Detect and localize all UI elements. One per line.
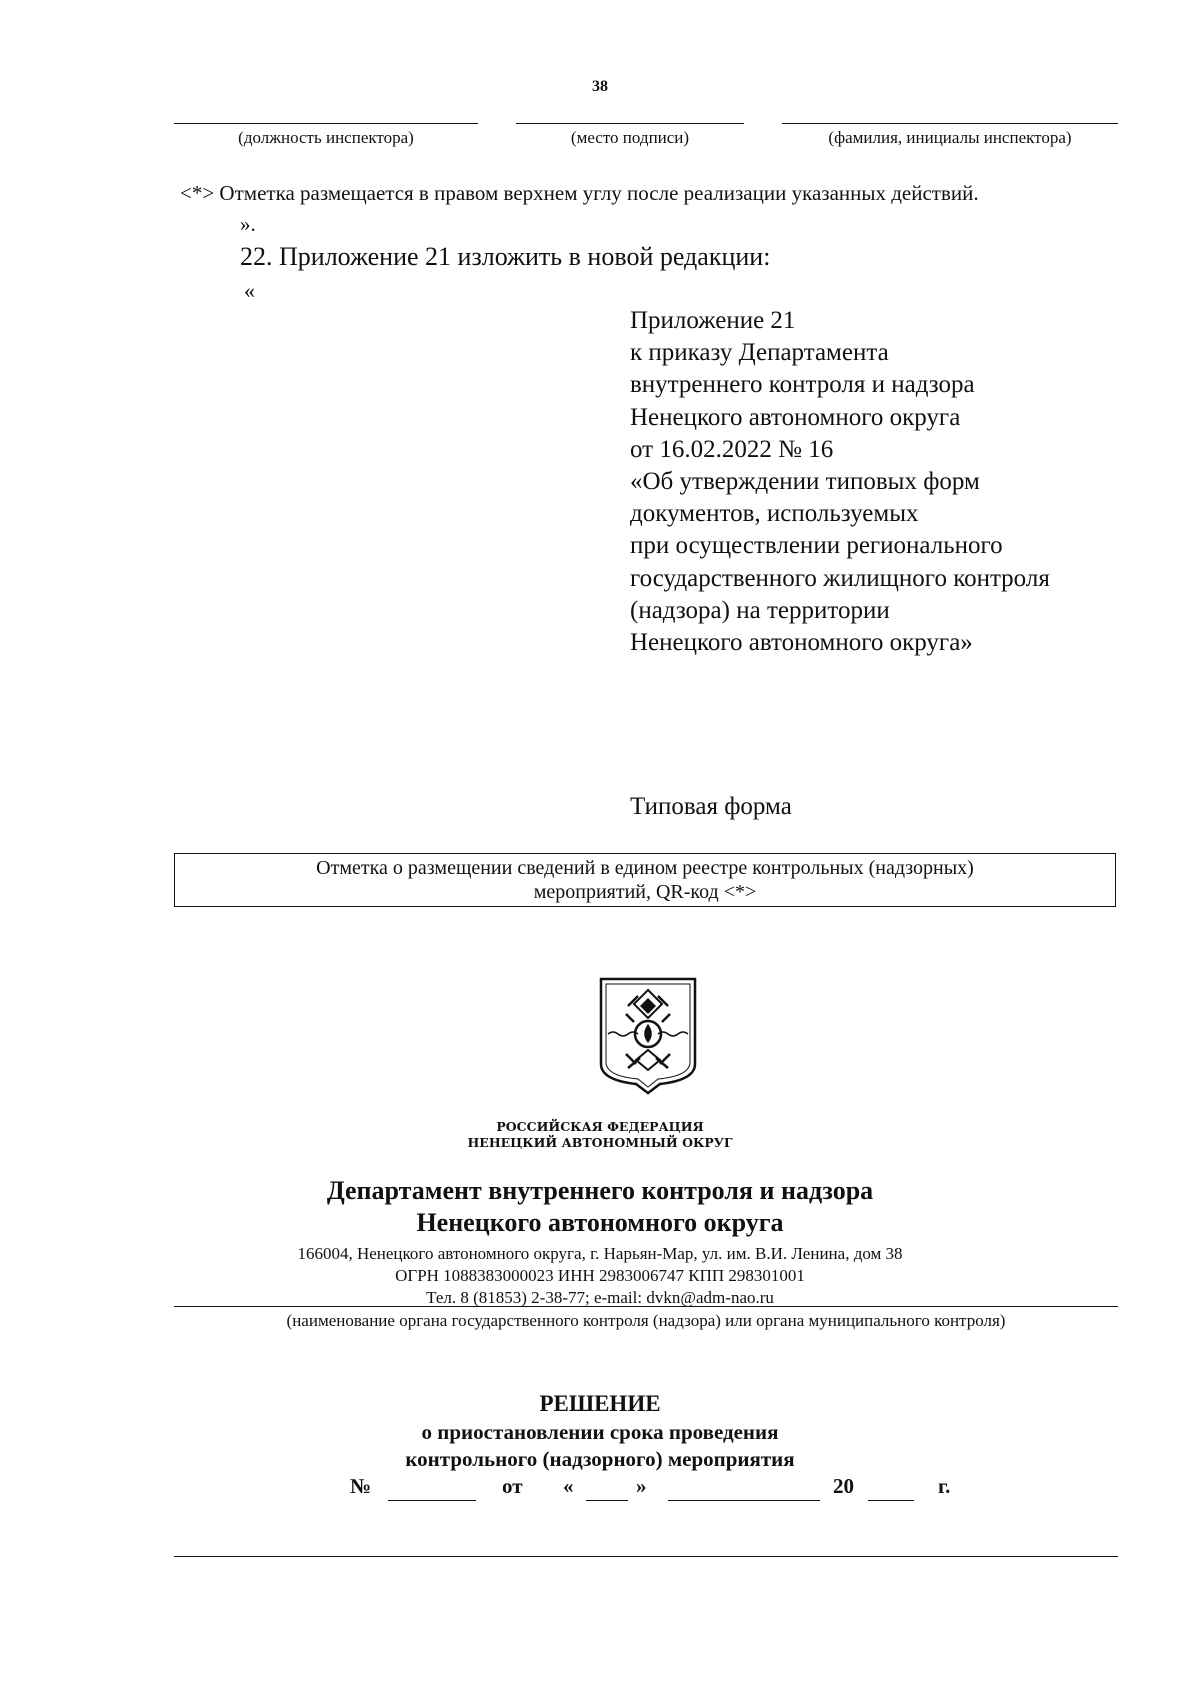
- appendix-header-line: «Об утверждении типовых форм: [630, 468, 980, 496]
- year-suffix: г.: [938, 1474, 951, 1498]
- department-contacts: Тел. 8 (81853) 2-38-77; e-mail: dvkn@adm-nao.ru: [426, 1288, 774, 1307]
- page-number: 38: [592, 78, 608, 95]
- appendix-header-line: документов, используемых: [630, 500, 919, 528]
- footnote-text: <*> Отметка размещается в правом верхнем углу после реализации указанных действий.: [180, 181, 979, 205]
- caption-inspector-name: (фамилия, инициалы инспектора): [828, 128, 1072, 147]
- department-address: 166004, Ненецкого автономного округа, г. Нарьян-Мар, ул. им. В.И. Ленина, дом 38: [297, 1244, 903, 1263]
- department-name-line1: Департамент внутреннего контроля и надзора: [326, 1176, 874, 1205]
- qr-box-line: мероприятий, QR-код <*>: [533, 881, 757, 903]
- caption-signature-place: (место подписи): [570, 128, 690, 147]
- appendix-header: [630, 305, 1170, 659]
- date-open-quote: «: [563, 1474, 574, 1498]
- amendment-item-22: 22. Приложение 21 изложить в новой редакции:: [240, 242, 771, 271]
- decision-subtitle-line2: контрольного (надзорного) мероприятия: [405, 1447, 795, 1471]
- signature-line-place: [516, 123, 744, 124]
- appendix-header-line: внутреннего контроля и надзора: [630, 371, 975, 399]
- month-blank: [668, 1500, 820, 1501]
- appendix-header-line: от 16.02.2022 № 16: [630, 435, 834, 463]
- appendix-header-line: при осуществлении регионального: [630, 532, 1003, 560]
- year-blank: [868, 1500, 914, 1501]
- number-sign: №: [350, 1474, 372, 1498]
- appendix-header-line: Ненецкого автономного округа: [630, 403, 961, 431]
- day-blank: [586, 1500, 628, 1501]
- caption-inspector-position: (должность инспектора): [238, 128, 414, 147]
- appendix-header-line: Ненецкого автономного округа»: [630, 629, 973, 657]
- year-prefix: 20: [833, 1474, 854, 1498]
- qr-box-line: Отметка о размещении сведений в едином реестре контрольных (надзорных): [316, 857, 974, 879]
- from-word: от: [502, 1474, 523, 1498]
- signature-line-name: [782, 123, 1118, 124]
- appendix-header-line: Приложение 21: [630, 307, 796, 334]
- federation-line: РОССИЙСКАЯ ФЕДЕРАЦИЯ: [496, 1119, 704, 1134]
- department-registration: ОГРН 1088383000023 ИНН 2983006747 КПП 298301001: [395, 1266, 805, 1285]
- decision-title: РЕШЕНИЕ: [539, 1391, 661, 1416]
- region-line: НЕНЕЦКИЙ АВТОНОМНЫЙ ОКРУГ: [467, 1135, 733, 1150]
- appendix-header-line: к приказу Департамента: [630, 339, 889, 367]
- opening-quote: «: [244, 278, 255, 303]
- bottom-rule: [174, 1556, 1118, 1557]
- signature-line-position: [174, 123, 478, 124]
- appendix-header-line: государственного жилищного контроля: [630, 564, 1050, 592]
- decision-subtitle-line1: о приостановлении срока проведения: [421, 1420, 779, 1444]
- number-blank: [388, 1500, 476, 1501]
- agency-name-caption: (наименование органа государственного контроля (надзора) или органа муниципального контроля): [286, 1311, 1006, 1330]
- appendix-header-line: (надзора) на территории: [630, 596, 890, 624]
- nenets-coat-of-arms-icon: [598, 976, 698, 1096]
- department-name-line2: Ненецкого автономного округа: [416, 1208, 784, 1237]
- form-type-label: Типовая форма: [630, 793, 792, 820]
- closing-quote: ».: [240, 212, 256, 236]
- qr-registry-mark-box: [174, 853, 1116, 907]
- agency-name-rule: [174, 1306, 1118, 1307]
- date-close-quote: »: [636, 1474, 647, 1498]
